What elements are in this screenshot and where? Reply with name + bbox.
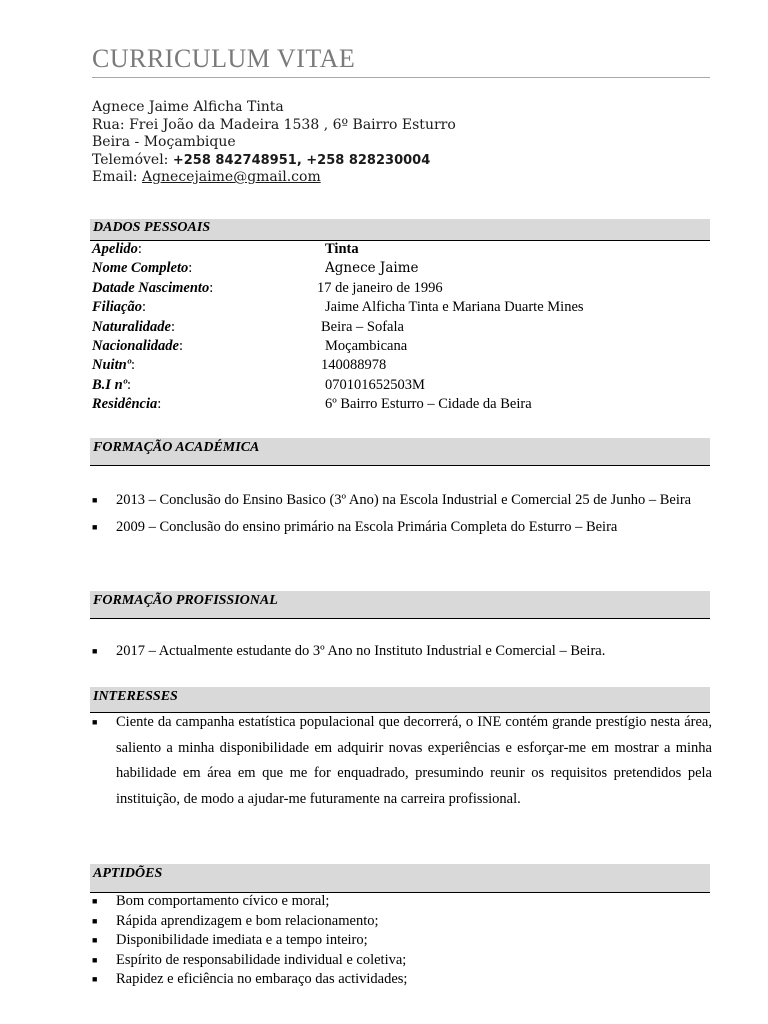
row-value: Jaime Alficha Tinta e Mariana Duarte Mines: [325, 299, 584, 316]
title-divider: [92, 77, 710, 78]
personal-row: Datade Nascimento: 17 de janeiro de 1996: [92, 279, 712, 298]
section-header-interests: INTERESSES: [90, 687, 710, 713]
personal-row: Filiação: Jaime Alficha Tinta e Mariana Duarte Mines: [92, 298, 712, 317]
aptitudes-list: [92, 892, 712, 990]
phone-numbers: +258 842748951, +258 828230004: [172, 152, 431, 168]
section-header-personal: DADOS PESSOAIS: [90, 219, 710, 241]
contact-email: [92, 169, 712, 187]
row-value: 6º Bairro Esturro – Cidade da Beira: [325, 396, 532, 413]
phone-label: Telemóvel:: [92, 151, 169, 168]
row-label: Naturalidade: [92, 318, 171, 335]
email-link[interactable]: Agnecejaime@gmail.com: [141, 169, 321, 185]
bullet-icon: ■: [92, 954, 98, 965]
row-label: Datade Nascimento: [92, 279, 210, 296]
row-label: Residência: [92, 396, 158, 413]
bullet-icon: ■: [92, 896, 98, 906]
row-label: Nome Completo: [92, 260, 189, 277]
list-item: ■ Ciente da campanha estatística populacional que decorrerá, o INE contém grande prestígio nesta área, saliento a minha disponibilidade em adquirir novas experiências e esforçar-me em mostrar a minha habilidade em área em que me for enquadrado, presumindo reunir os requisitos pretendidos pela instituição, de modo a ajudar-me futuramente na carreira profissional.: [92, 710, 712, 812]
row-label: Nacionalidade: [92, 337, 179, 354]
row-label: B.I nº: [92, 376, 127, 393]
row-value: Tinta: [325, 241, 359, 257]
section-header-aptitudes: APTIDÕES: [90, 864, 710, 893]
row-label: Nuitnº: [92, 357, 132, 374]
row-value: 17 de janeiro de 1996: [317, 279, 443, 296]
bullet-icon: ■: [92, 522, 98, 532]
list-item: ■ Rapidez e eficiência no embaraço das actividades;: [92, 970, 712, 990]
personal-row: Nuitnº: 140088978: [92, 356, 712, 375]
bullet-icon: ■: [92, 717, 98, 727]
list-item: ■ Bom comportamento cívico e moral;: [92, 892, 712, 912]
row-value: 070101652503M: [325, 376, 425, 393]
contact-phone: [92, 152, 712, 170]
row-label: Filiação: [92, 299, 142, 316]
personal-row: B.I nº: 070101652503M: [92, 376, 712, 395]
list-item: ■ Disponibilidade imediata e a tempo inteiro;: [92, 931, 712, 951]
list-item: ■ 2009 – Conclusão do ensino primário na Escola Primária Completa do Esturro – Beira: [92, 514, 712, 540]
bullet-icon: ■: [92, 495, 98, 505]
section-header-academic: FORMAÇÃO ACADÉMICA: [90, 438, 710, 466]
list-item: ■ Espírito de responsabilidade individual e coletiva;: [92, 951, 712, 971]
bullet-icon: ■: [92, 935, 98, 945]
personal-row: Nome Completo: Agnece Jaime: [92, 259, 712, 278]
section-header-professional: FORMAÇÃO PROFISSIONAL: [90, 591, 710, 619]
bullet-icon: ■: [92, 915, 98, 926]
interests-list: [92, 710, 712, 812]
personal-details: [92, 240, 712, 415]
personal-row: Naturalidade: Beira – Sofala: [92, 318, 712, 337]
contact-name: Agnece Jaime Alficha Tinta: [92, 99, 284, 115]
row-value: Beira – Sofala: [321, 318, 404, 335]
personal-row: Residência: 6º Bairro Esturro – Cidade da Beira: [92, 395, 712, 414]
email-label: Email:: [92, 169, 138, 185]
list-item: ■ 2013 – Conclusão do Ensino Basico (3º Ano) na Escola Industrial e Comercial 25 de Junho – Beira: [92, 487, 712, 513]
bullet-icon: ■: [92, 646, 98, 656]
personal-row: Nacionalidade: Moçambicana: [92, 337, 712, 356]
professional-list: [92, 638, 712, 664]
row-value: Moçambicana: [325, 337, 408, 354]
row-value: 140088978: [321, 357, 387, 374]
contact-address: Rua: Frei João da Madeira 1538 , 6º Bairro Esturro: [92, 116, 456, 133]
list-item: ■ Rápida aprendizagem e bom relacionamento;: [92, 912, 712, 932]
row-value: Agnece Jaime: [325, 260, 419, 277]
list-item: ■ 2017 – Actualmente estudante do 3º Ano no Instituto Industrial e Comercial – Beira.: [92, 638, 712, 664]
document-title: CURRICULUM VITAE: [92, 44, 356, 73]
academic-list: [92, 487, 712, 540]
row-label: Apelido: [92, 241, 138, 257]
bullet-icon: ■: [92, 974, 98, 984]
personal-row: Apelido: Tinta: [92, 240, 712, 259]
contact-block: [92, 99, 712, 187]
contact-city: Beira - Moçambique: [92, 134, 236, 150]
